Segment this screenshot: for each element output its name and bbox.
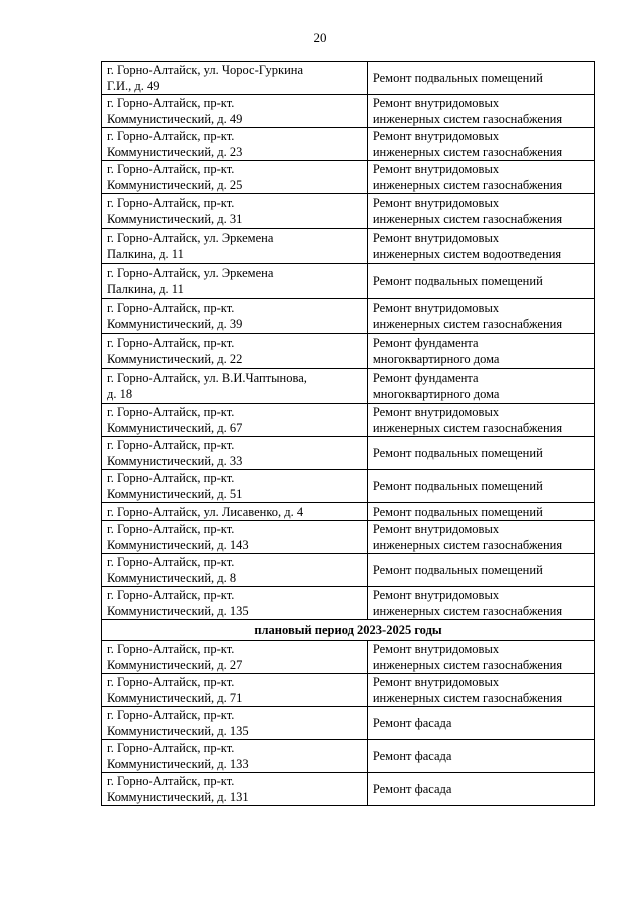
work-type-cell: Ремонт фасада xyxy=(367,773,594,806)
work-type-cell: Ремонт фундамента многоквартирного дома xyxy=(367,369,594,404)
address-cell: г. Горно-Алтайск, пр-кт. Коммунистический, д. 33 xyxy=(102,437,368,470)
work-type-cell: Ремонт внутридомовых инженерных систем газоснабжения xyxy=(367,128,594,161)
work-type-cell: Ремонт внутридомовых инженерных систем газоснабжения xyxy=(367,521,594,554)
table-row xyxy=(102,503,595,521)
address-cell: г. Горно-Алтайск, ул. Лисавенко, д. 4 xyxy=(102,503,368,521)
address-cell: г. Горно-Алтайск, пр-кт. Коммунистический, д. 131 xyxy=(102,773,368,806)
address-cell: г. Горно-Алтайск, пр-кт. Коммунистический, д. 71 xyxy=(102,674,368,707)
work-type-cell: Ремонт фундамента многоквартирного дома xyxy=(367,334,594,369)
work-type-cell: Ремонт подвальных помещений xyxy=(367,437,594,470)
address-cell: г. Горно-Алтайск, пр-кт. Коммунистический, д. 27 xyxy=(102,641,368,674)
section-header-row xyxy=(102,620,595,641)
work-type-cell: Ремонт внутридомовых инженерных систем водоотведения xyxy=(367,229,594,264)
table-row xyxy=(102,128,595,161)
table-row xyxy=(102,194,595,229)
work-type-cell: Ремонт внутридомовых инженерных систем газоснабжения xyxy=(367,404,594,437)
address-cell: г. Горно-Алтайск, пр-кт. Коммунистический, д. 51 xyxy=(102,470,368,503)
repair-works-table xyxy=(101,61,595,806)
work-type-cell: Ремонт внутридомовых инженерных систем газоснабжения xyxy=(367,641,594,674)
address-cell: г. Горно-Алтайск, ул. Эркемена Палкина, д. 11 xyxy=(102,229,368,264)
table-row xyxy=(102,62,595,95)
table-row xyxy=(102,587,595,620)
work-type-cell: Ремонт фасада xyxy=(367,707,594,740)
work-type-cell: Ремонт внутридомовых инженерных систем газоснабжения xyxy=(367,674,594,707)
address-cell: г. Горно-Алтайск, пр-кт. Коммунистический, д. 49 xyxy=(102,95,368,128)
address-cell: г. Горно-Алтайск, пр-кт. Коммунистический, д. 135 xyxy=(102,707,368,740)
work-type-cell: Ремонт подвальных помещений xyxy=(367,503,594,521)
table-row xyxy=(102,470,595,503)
work-type-cell: Ремонт подвальных помещений xyxy=(367,62,594,95)
table-row xyxy=(102,369,595,404)
address-cell: г. Горно-Алтайск, пр-кт. Коммунистический, д. 31 xyxy=(102,194,368,229)
section-title: плановый период 2023-2025 годы xyxy=(102,620,595,641)
work-type-cell: Ремонт внутридомовых инженерных систем газоснабжения xyxy=(367,587,594,620)
address-cell: г. Горно-Алтайск, пр-кт. Коммунистический, д. 67 xyxy=(102,404,368,437)
table-row xyxy=(102,674,595,707)
table-row xyxy=(102,740,595,773)
address-cell: г. Горно-Алтайск, ул. Эркемена Палкина, д. 11 xyxy=(102,264,368,299)
table-row xyxy=(102,773,595,806)
table-row xyxy=(102,229,595,264)
table-row xyxy=(102,641,595,674)
address-cell: г. Горно-Алтайск, пр-кт. Коммунистический, д. 22 xyxy=(102,334,368,369)
address-cell: г. Горно-Алтайск, пр-кт. Коммунистический, д. 135 xyxy=(102,587,368,620)
table-row xyxy=(102,437,595,470)
table-row xyxy=(102,404,595,437)
table-row xyxy=(102,554,595,587)
work-type-cell: Ремонт внутридомовых инженерных систем газоснабжения xyxy=(367,299,594,334)
table-row xyxy=(102,707,595,740)
address-cell: г. Горно-Алтайск, пр-кт. Коммунистический, д. 39 xyxy=(102,299,368,334)
table-row xyxy=(102,264,595,299)
work-type-cell: Ремонт подвальных помещений xyxy=(367,264,594,299)
table-row xyxy=(102,334,595,369)
work-type-cell: Ремонт фасада xyxy=(367,740,594,773)
address-cell: г. Горно-Алтайск, пр-кт. Коммунистический, д. 23 xyxy=(102,128,368,161)
table-row xyxy=(102,161,595,194)
address-cell: г. Горно-Алтайск, пр-кт. Коммунистический, д. 8 xyxy=(102,554,368,587)
work-type-cell: Ремонт внутридомовых инженерных систем газоснабжения xyxy=(367,194,594,229)
work-type-cell: Ремонт внутридомовых инженерных систем газоснабжения xyxy=(367,95,594,128)
work-type-cell: Ремонт внутридомовых инженерных систем газоснабжения xyxy=(367,161,594,194)
work-type-cell: Ремонт подвальных помещений xyxy=(367,470,594,503)
address-cell: г. Горно-Алтайск, пр-кт. Коммунистический, д. 133 xyxy=(102,740,368,773)
address-cell: г. Горно-Алтайск, ул. Чорос-Гуркина Г.И., д. 49 xyxy=(102,62,368,95)
table-row xyxy=(102,299,595,334)
work-type-cell: Ремонт подвальных помещений xyxy=(367,554,594,587)
address-cell: г. Горно-Алтайск, пр-кт. Коммунистический, д. 25 xyxy=(102,161,368,194)
address-cell: г. Горно-Алтайск, пр-кт. Коммунистический, д. 143 xyxy=(102,521,368,554)
page-number: 20 xyxy=(313,30,327,45)
table-row xyxy=(102,95,595,128)
address-cell: г. Горно-Алтайск, ул. В.И.Чаптынова, д. 18 xyxy=(102,369,368,404)
table-row xyxy=(102,521,595,554)
